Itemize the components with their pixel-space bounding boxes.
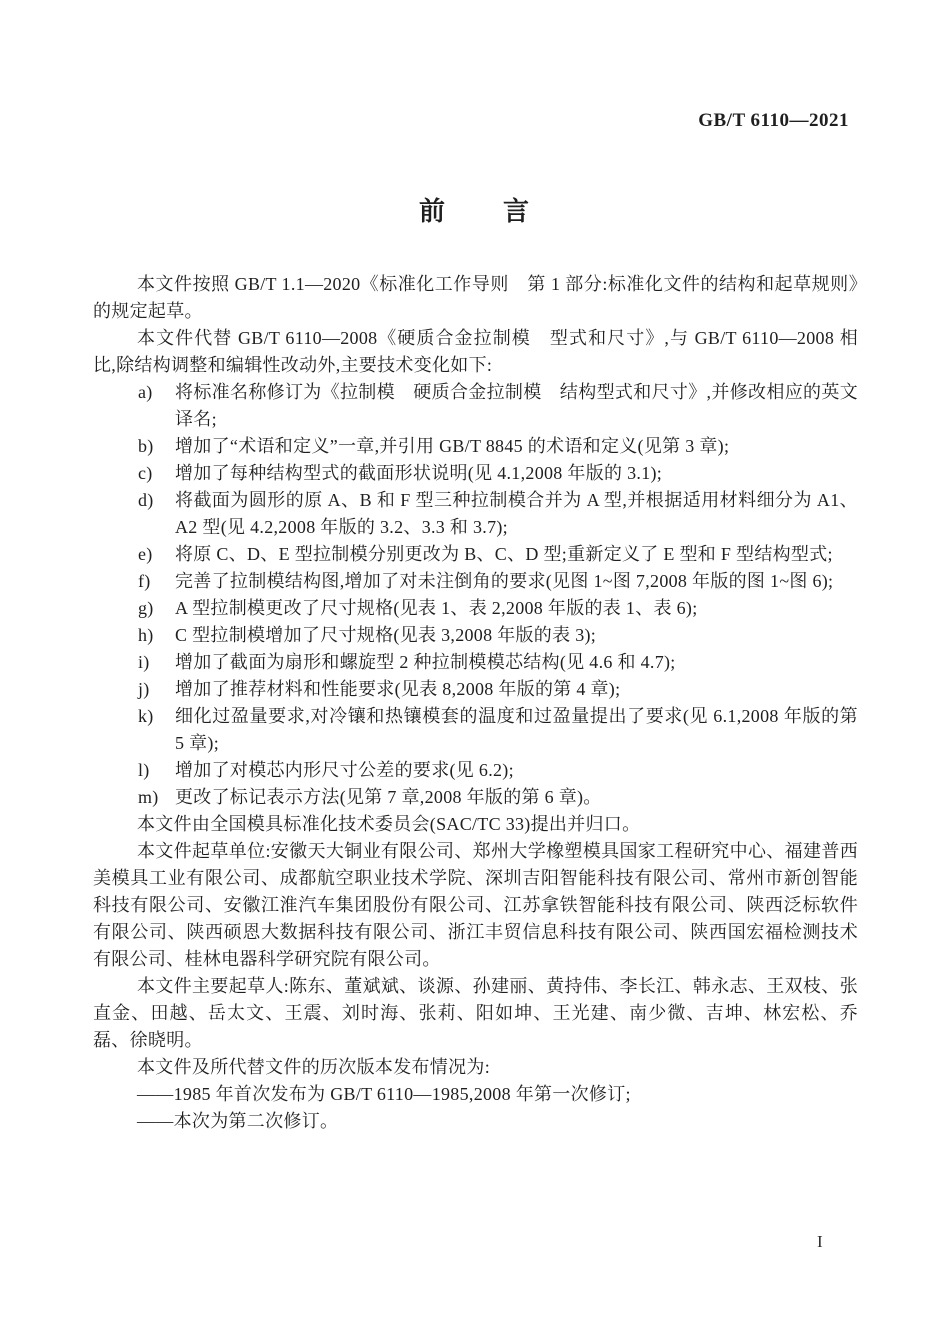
change-item-c (93, 460, 858, 487)
change-item-text: 更改了标记表示方法(见第 7 章,2008 年版的第 6 章)。 (175, 787, 602, 807)
change-item-text: 细化过盈量要求,对冷镶和热镶模套的温度和过盈量提出了要求(见 6.1,2008 年版的第 5 章); (175, 706, 858, 753)
paragraph-committee: 本文件由全国模具标准化技术委员会(SAC/TC 33)提出并归口。 (137, 814, 641, 834)
change-item-l (93, 757, 858, 784)
change-item-label: d) (138, 490, 154, 510)
change-item-label: a) (138, 382, 153, 402)
change-item-j (93, 676, 858, 703)
change-item-label: m) (138, 787, 159, 807)
change-item-label: c) (138, 463, 153, 483)
history-item-current-revision: ——本次为第二次修订。 (137, 1111, 339, 1131)
change-item-f (93, 568, 858, 595)
paragraph-drafters: 本文件主要起草人:陈东、董斌斌、谈源、孙建丽、黄持伟、李长江、韩永志、王双枝、张直金、田越、岳太文、王震、刘时海、张莉、阳如坤、王光建、南少微、吉坤、林宏松、乔磊、徐晓明。 (93, 976, 858, 1050)
page-number: I (817, 1232, 823, 1251)
change-item-label: i) (138, 652, 150, 672)
change-item-text: 增加了推荐材料和性能要求(见表 8,2008 年版的第 4 章); (175, 679, 621, 699)
change-item-label: f) (138, 571, 151, 591)
change-item-text: A 型拉制模更改了尺寸规格(见表 1、表 2,2008 年版的表 1、表 6); (175, 598, 698, 618)
change-item-text: 将截面为圆形的原 A、B 和 F 型三种拉制模合并为 A 型,并根据适用材料细分为 A1、A2 型(见 4.2,2008 年版的 3.2、3.3 和 3.7); (175, 490, 858, 537)
change-item-label: k) (138, 706, 154, 726)
change-item-text: 增加了对模芯内形尺寸公差的要求(见 6.2); (175, 760, 514, 780)
change-item-text: 增加了截面为扇形和螺旋型 2 种拉制模模芯结构(见 4.6 和 4.7); (175, 652, 676, 672)
change-item-text: 将标准名称修订为《拉制模 硬质合金拉制模 结构型式和尺寸》,并修改相应的英文译名; (175, 382, 858, 429)
change-item-label: l) (138, 760, 150, 780)
change-item-label: j) (138, 679, 150, 699)
paragraph-history-lead: 本文件及所代替文件的历次版本发布情况为: (137, 1057, 490, 1077)
change-item-i (93, 649, 858, 676)
foreword-title: 前 言 (418, 196, 531, 226)
change-item-text: 增加了“术语和定义”一章,并引用 GB/T 8845 的术语和定义(见第 3 章); (175, 436, 730, 456)
paragraph-replacement: 本文件代替 GB/T 6110—2008《硬质合金拉制模 型式和尺寸》,与 GB/T 6110—2008 相比,除结构调整和编辑性改动外,主要技术变化如下: (93, 328, 858, 375)
standard-number: GB/T 6110—2021 (698, 110, 849, 131)
change-item-g (93, 595, 858, 622)
foreword-body (93, 271, 858, 1135)
change-item-text: 增加了每种结构型式的截面形状说明(见 4.1,2008 年版的 3.1); (175, 463, 663, 483)
change-item-label: g) (138, 598, 154, 618)
change-item-text: C 型拉制模增加了尺寸规格(见表 3,2008 年版的表 3); (175, 625, 597, 645)
paragraph-drafting-organizations: 本文件起草单位:安徽天大铜业有限公司、郑州大学橡塑模具国家工程研究中心、福建普西美模具工业有限公司、成都航空职业技术学院、深圳吉阳智能科技有限公司、常州市新创智能科技有限公司、安徽江淮汽车集团股份有限公司、江苏拿铁智能科技有限公司、陕西泛标软件有限公司、陕西硕恩大数据科技有限公司、浙江丰贸信息科技有限公司、陕西国宏福检测技术有限公司、桂林电器科学研究院有限公司。 (93, 841, 858, 969)
change-item-b (93, 433, 858, 460)
change-item-text: 完善了拉制模结构图,增加了对未注倒角的要求(见图 1~图 7,2008 年版的图 1~图 6); (175, 571, 834, 591)
change-item-e (93, 541, 858, 568)
change-item-d (93, 487, 858, 541)
change-item-m (93, 784, 858, 811)
change-item-h (93, 622, 858, 649)
history-item-first-edition: ——1985 年首次发布为 GB/T 6110—1985,2008 年第一次修订; (137, 1084, 631, 1104)
change-item-label: b) (138, 436, 154, 456)
change-item-k (93, 703, 858, 757)
paragraph-drafting-basis: 本文件按照 GB/T 1.1—2020《标准化工作导则 第 1 部分:标准化文件的结构和起草规则》的规定起草。 (93, 274, 858, 321)
change-item-label: e) (138, 544, 153, 564)
change-item-text: 将原 C、D、E 型拉制模分别更改为 B、C、D 型;重新定义了 E 型和 F 型结构型式; (175, 544, 833, 564)
change-item-a (93, 379, 858, 433)
change-item-label: h) (138, 625, 154, 645)
